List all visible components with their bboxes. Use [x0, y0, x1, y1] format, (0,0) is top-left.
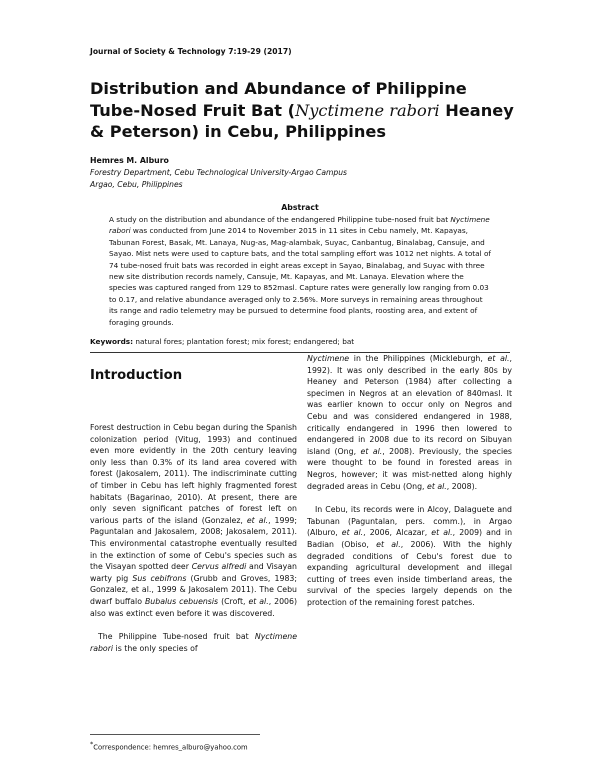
keywords: Keywords: natural fores; plantation forest; mix forest; endangered; bat [90, 337, 355, 346]
asterisk-icon: * [90, 740, 94, 748]
author-name: Hemres M. Alburo [90, 156, 169, 165]
journal-citation: Journal of Society & Technology 7:19-29 (2017) [90, 47, 292, 56]
section-heading-introduction: Introduction [90, 368, 183, 383]
body-column-right: Nyctimene in the Philippines (Mickleburgh, et al., 1992). It was only described in the early 80s by Heaney and Peterson (1984) after collecting a specimen in Negros at an elevation of 840masl. It was earlier known to occur only on Negros and Cebu and was considered endangered in 1988, critically endangered in 1996 then lowered to endangered in 2008 due to its record on Sibuyan island (Ong, et al., 2008). Previously, the species were thought to be found in forested areas in Negros, however; it was mist-netted along highly degraded areas in Cebu (Ong, et al., 2008). In Cebu, its records were in Alcoy, Dalaguete and Tabunan (Paguntalan, pers. comm.), in Argao (Alburo, et al., 2006, Alcazar, et al., 2009) and in Badian (Obiso, et al., 2006). With the highly degraded conditions of Cebu's forest due to expanding agricultural development and illegal cutting of trees even inside timberland areas, the survival of the species largely depends on the protection of the remaining forest patches. [307, 354, 513, 607]
author-affiliation: Forestry Department, Cebu Technological University-Argao Campus Argao, Cebu, Philippines [90, 168, 347, 189]
title-scientific-name: Nyctimene rabori [295, 100, 440, 120]
paper-title: Distribution and Abundance of Philippine Tube-Nosed Fruit Bat (Nyctimene rabori Heaney & Peterson) in Cebu, Philippines [90, 79, 514, 141]
correspondence-footnote: *Correspondence: hemres_alburo@yahoo.com [90, 740, 248, 752]
body-column-left: Forest destruction in Cebu began during the Spanish colonization period (Vitug, 1993) and continued even more evidently in the 20th century leaving only less than 0.3% of its land area covered with forest (Jakosalem, 2011). The indiscriminate cutting of timber in Cebu has left highly fragmented forest habitats (Bagarinao, 2010). At present, there are only seven significant patches of forest left on various parts of the island (Gonzalez, et al., 1999; Paguntalan and Jakosalem, 2008; Jakosalem, 2011). This environmental catastrophe eventually resulted in the extinction of some of Cebu's species such as the Visayan spotted deer Cervus alfredi and Visayan warty pig Sus cebifrons (Grubb and Groves, 1983; Gonzalez, et al., 1999 & Jakosalem 2011). The Cebu dwarf buffalo Bubalus cebuensis (Croft, et al., 2006) also was extinct even before it was discovered. The Philippine Tube-nosed fruit bat Nyctimene rabori is the only species of [90, 423, 298, 653]
abstract-text: A study on the distribution and abundance of the endangered Philippine tube-nosed fruit bat Nyctimene rabori was conducted from June 2014 to November 2015 in 11 sites in Cebu namely, Mt. Kapayas, Tabunan Forest, Basak, Mt. Lanaya, Nug-as, Mag-alambak, Suyac, Canbantug, Binalabag, Cansuje, and Sayao. Mist nets were used to capture bats, and the total sampling effort was 1012 net nights. A total of 74 tube-nosed fruit bats was recorded in eight areas except in Sayao, Binalabag, and Suyac with three new site distribution records namely, Cansuje, Mt. Kapayas, and Mt. Lanaya. Elevation where the species was captured ranged from 129 to 852masl. Capture rates were generally low ranging from 0.03 to 0.17, and relative abundance averaged only to 2.56%. More surveys in remaining areas throughout its range and radio telemetry may be pursued to determine food plants, roosting area, and extent of foraging grounds. [109, 215, 491, 327]
abstract-heading: Abstract [281, 203, 319, 212]
footnote-divider [90, 734, 260, 735]
